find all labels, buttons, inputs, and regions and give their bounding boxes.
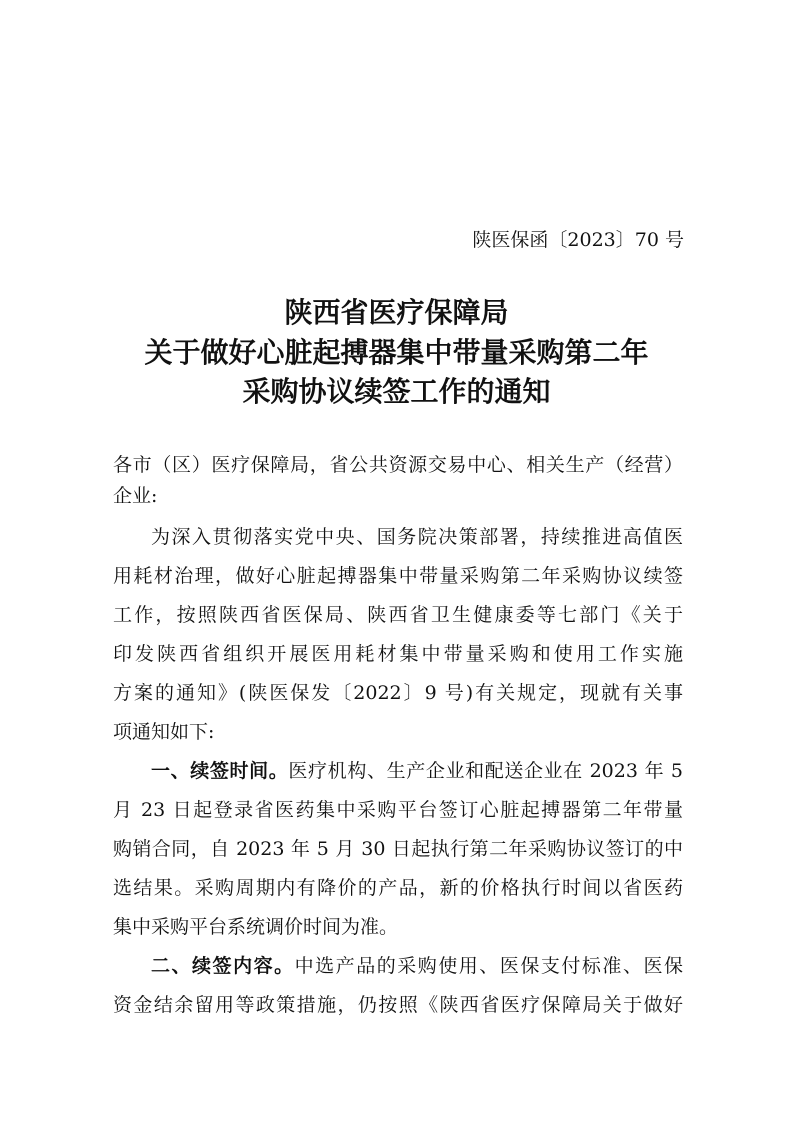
- title-line-1: 陕西省医疗保障局: [284, 296, 509, 329]
- intro-line-5: 方案的通知》(陕医保发〔2022〕9 号)有关规定，现就有关事: [113, 682, 683, 704]
- intro-line-6: 项通知如下:: [113, 721, 215, 743]
- title-line-3: 采购协议续签工作的通知: [242, 375, 551, 408]
- section-1-line-3: 购销合同，自 2023 年 5 月 30 日起执行第二年采购协议签订的中: [113, 838, 683, 860]
- section-2-first-line: [113, 952, 683, 980]
- section-2-heading: 二、续签内容。: [151, 955, 295, 977]
- section-1-first-line-text: 医疗机构、生产企业和配送企业在 2023 年 5: [288, 760, 683, 782]
- intro-line-1: 为深入贯彻落实党中央、国务院决策部署，持续推进高值医: [151, 526, 683, 548]
- document-number: 陕医保函〔2023〕70 号: [472, 229, 684, 251]
- section-1-first-line: [113, 757, 683, 785]
- intro-line-2: 用耗材治理，做好心脏起搏器集中带量采购第二年采购协议续签: [113, 565, 683, 587]
- salutation-line-1: 各市（区）医疗保障局，省公共资源交易中心、相关生产（经营）: [113, 454, 683, 476]
- salutation-line-2: 企业:: [113, 485, 158, 507]
- section-1-line-5: 集中采购平台系统调价时间为准。: [113, 916, 399, 938]
- section-1-heading: 一、续签时间。: [151, 760, 289, 782]
- section-1-line-4: 选结果。采购周期内有降价的产品，新的价格执行时间以省医药: [113, 877, 683, 899]
- intro-line-4: 印发陕西省组织开展医用耗材集中带量采购和使用工作实施: [113, 643, 683, 665]
- title-line-2: 关于做好心脏起搏器集中带量采购第二年: [144, 336, 649, 369]
- section-1-line-2: 月 23 日起登录省医药集中采购平台签订心脏起搏器第二年带量: [113, 799, 683, 821]
- section-2-first-line-text: 中选产品的采购使用、医保支付标准、医保: [294, 955, 683, 977]
- section-2-line-2: 资金结余留用等政策措施，仍按照《陕西省医疗保障局关于做好: [113, 994, 683, 1016]
- intro-line-3: 工作，按照陕西省医保局、陕西省卫生健康委等七部门《关于: [113, 604, 683, 626]
